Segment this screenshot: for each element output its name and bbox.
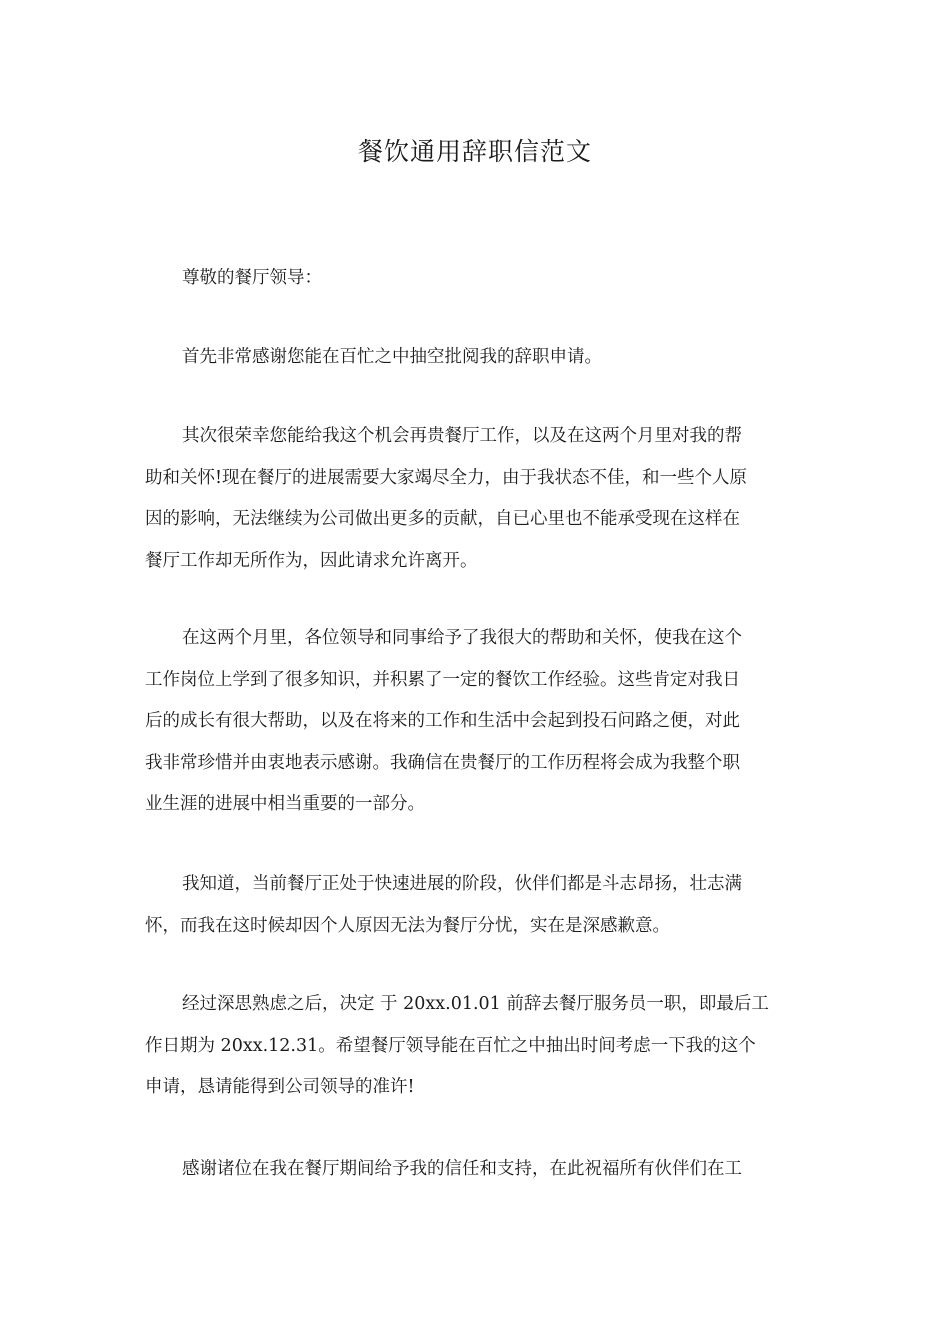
paragraph-line: 怀，而我在这时候却因个人原因无法为餐厅分忧，实在是深感歉意。 bbox=[145, 915, 670, 936]
paragraph-line: 经过深思熟虑之后，决定 于 20xx.01.01 前辞去餐厅服务员一职，即最后工 bbox=[182, 994, 769, 1014]
paragraph-line: 感谢诸位在我在餐厅期间给予我的信任和支持，在此祝福所有伙伴们在工 bbox=[182, 1159, 742, 1179]
paragraph-line: 申请，恳请能得到公司领导的准许! bbox=[145, 1077, 415, 1097]
paragraph-decision bbox=[145, 984, 805, 1109]
paragraph-line: 因的影响，无法继续为公司做出更多的贡献，自已心里也不能承受现在这样在 bbox=[145, 509, 740, 529]
paragraph-line: 其次很荣幸您能给我这个机会再贵餐厅工作，以及在这两个月里对我的帮 bbox=[182, 426, 742, 446]
salutation bbox=[145, 258, 805, 300]
paragraph-closing bbox=[145, 1149, 805, 1191]
paragraph-line: 我知道，当前餐厅正处于快速进展的阶段，伙伴们都是斗志昂扬，壮志满 bbox=[182, 874, 742, 894]
paragraph-reason bbox=[145, 416, 805, 582]
paragraph-line: 作日期为 20xx.12.31。希望餐厅领导能在百忙之中抽出时间考虑一下我的这个 bbox=[145, 1035, 756, 1056]
paragraph-apology bbox=[145, 864, 805, 947]
paragraph-line: 在这两个月里，各位领导和同事给予了我很大的帮助和关怀，使我在这个 bbox=[182, 628, 742, 648]
paragraph-line: 餐厅工作却无所作为，因此请求允许离开。 bbox=[145, 550, 478, 571]
paragraph-line: 首先非常感谢您能在百忙之中抽空批阅我的辞职申请。 bbox=[182, 347, 602, 367]
paragraph-line: 助和关怀!现在餐厅的进展需要大家竭尽全力，由于我状态不佳，和一些个人原 bbox=[145, 467, 748, 488]
paragraph-line: 后的成长有很大帮助，以及在将来的工作和生活中会起到投石问路之便，对此 bbox=[145, 711, 740, 731]
paragraph-line: 我非常珍惜并由衷地表示感谢。我确信在贵餐厅的工作历程将会成为我整个职 bbox=[145, 752, 740, 773]
document-title: 餐饮通用辞职信范文 bbox=[357, 137, 592, 166]
salutation-text: 尊敬的餐厅领导： bbox=[182, 268, 322, 288]
paragraph-line: 工作岗位上学到了很多知识，并积累了一定的餐饮工作经验。这些肯定对我日 bbox=[145, 669, 740, 690]
paragraph-gratitude bbox=[145, 618, 805, 826]
paragraph-line: 业生涯的进展中相当重要的一部分。 bbox=[145, 794, 425, 814]
paragraph-thanks bbox=[145, 337, 805, 379]
